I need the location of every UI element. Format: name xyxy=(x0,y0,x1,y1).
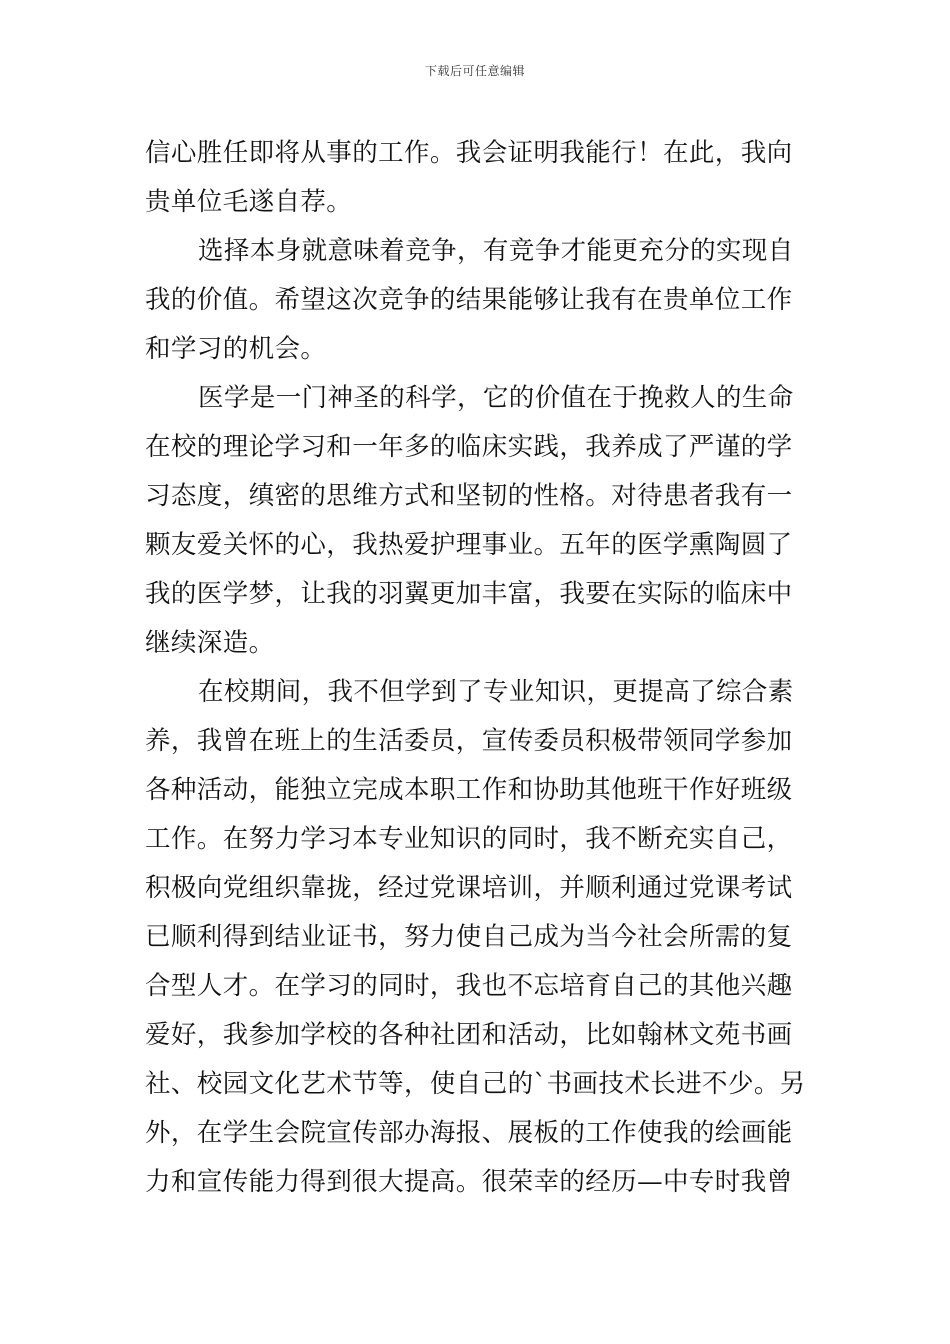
text-line: 养，我曾在班上的生活委员，宣传委员积极带领同学参加 xyxy=(145,726,793,756)
text-line: 在校期间，我不但学到了专业知识，更提高了综合素 xyxy=(198,677,794,707)
text-line: 外，在学生会院宣传部办海报、展板的工作使我的绘画能 xyxy=(145,1118,793,1148)
text-line: 各种活动，能独立完成本职工作和协助其他班干作好班级 xyxy=(145,775,793,805)
text-line: 我的医学梦，让我的羽翼更加丰富，我要在实际的临床中 xyxy=(145,579,793,609)
page-header: 下载后可任意编辑 xyxy=(424,64,525,78)
text-line: 医学是一门神圣的科学，它的价值在于挽救人的生命 xyxy=(198,383,794,413)
text-line: 和学习的机会。 xyxy=(145,334,327,364)
text-line: 爱好，我参加学校的各种社团和活动，比如翰林文苑书画 xyxy=(145,1020,793,1050)
text-line: 已顺利得到结业证书，努力使自己成为当今社会所需的复 xyxy=(145,922,793,952)
text-line: 选择本身就意味着竞争，有竞争才能更充分的实现自 xyxy=(198,236,794,266)
text-line: 信心胜任即将从事的工作。我会证明我能行！在此，我向 xyxy=(145,138,793,168)
text-line: 社、校园文化艺术节等，使自己的`书画技术长进不少。另 xyxy=(145,1069,806,1099)
text-line: 习态度，缜密的思维方式和坚韧的性格。对待患者我有一 xyxy=(145,481,793,511)
text-line: 我的价值。希望这次竞争的结果能够让我有在贵单位工作 xyxy=(145,285,793,315)
text-line: 颗友爱关怀的心，我热爱护理事业。五年的医学熏陶圆了 xyxy=(145,530,793,560)
text-line: 在校的理论学习和一年多的临床实践，我养成了严谨的学 xyxy=(145,432,793,462)
text-line: 积极向党组织靠拢，经过党课培训，并顺利通过党课考试 xyxy=(145,873,793,903)
document-body xyxy=(145,129,807,1207)
text-line: 继续深造。 xyxy=(145,628,275,658)
text-line: 力和宣传能力得到很大提高。很荣幸的经历—中专时我曾 xyxy=(145,1167,793,1197)
text-line: 合型人才。在学习的同时，我也不忘培育自己的其他兴趣 xyxy=(145,971,793,1001)
text-line: 贵单位毛遂自荐。 xyxy=(145,187,353,217)
text-line: 工作。在努力学习本专业知识的同时，我不断充实自己， xyxy=(145,824,793,854)
